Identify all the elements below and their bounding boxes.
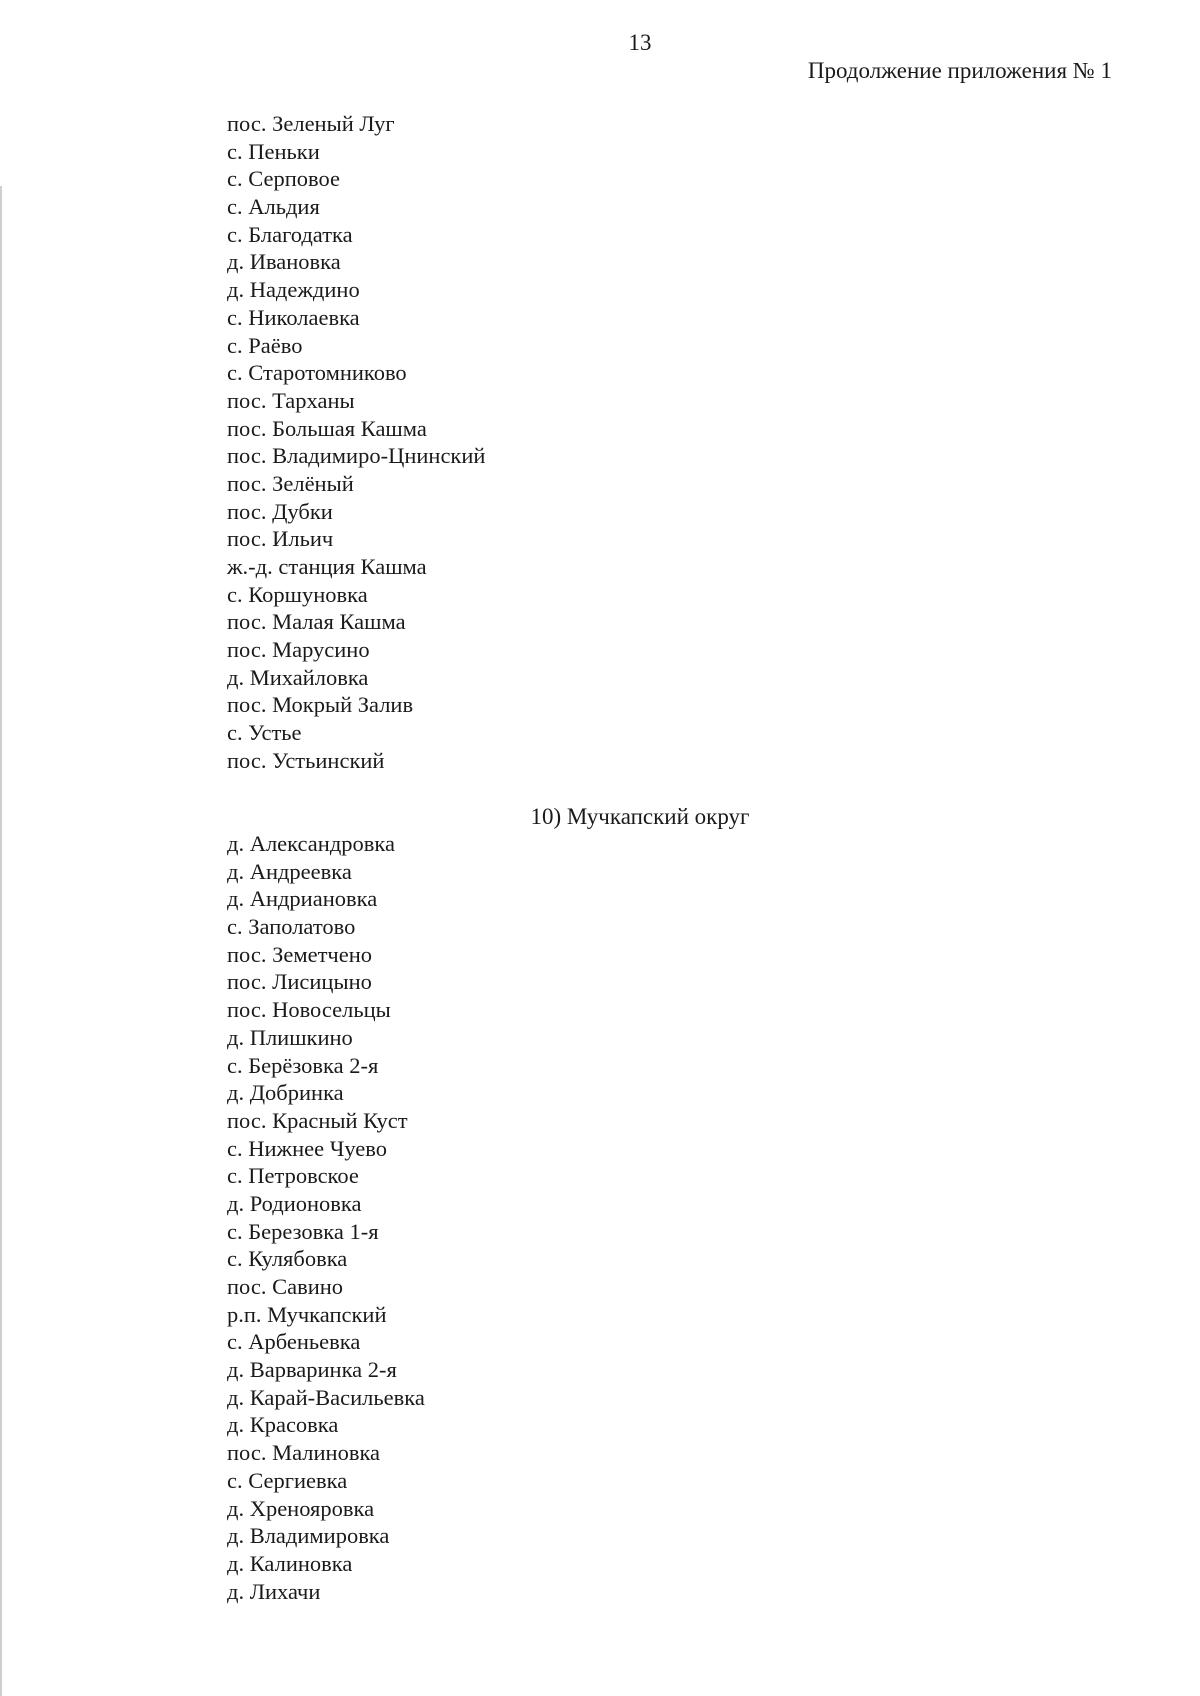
list-item: пос. Владимиро-Цнинский [227, 443, 486, 469]
list-item: ж.-д. станция Кашма [227, 554, 427, 579]
list-item: с. Устье [227, 720, 302, 746]
list-item: пос. Дубки [227, 498, 333, 524]
list-item: д. Калиновка [227, 1550, 353, 1576]
list-item: д. Хренояровка [227, 1495, 375, 1521]
list-item: с. Нижнее Чуево [227, 1135, 387, 1161]
list-item: д. Владимировка [227, 1523, 390, 1549]
list-item: д. Карай-Васильевка [227, 1384, 425, 1410]
list-item: пос. Мокрый Залив [227, 692, 414, 718]
list-item: с. Кулябовка [227, 1246, 348, 1272]
list-item: д. Плишкино [227, 1024, 353, 1050]
list-item: с. Сергиевка [227, 1467, 348, 1493]
list-item: пос. Ильич [227, 526, 334, 552]
list-item: с. Серповое [227, 166, 341, 192]
list-item: д. Лихачи [227, 1578, 321, 1604]
list-item: д. Михайловка [227, 664, 369, 690]
list-item: с. Старотомниково [227, 360, 407, 386]
list-item: пос. Лисицыно [227, 969, 372, 995]
list-item: д. Родионовка [227, 1190, 362, 1216]
list-item: с. Пеньки [227, 138, 320, 164]
list-item: пос. Зеленый Луг [227, 111, 395, 136]
scan-edge-mark [0, 186, 2, 1696]
list-item: д. Красовка [227, 1412, 339, 1438]
list-item: с. Благодатка [227, 221, 353, 247]
list-item: с. Альдия [227, 194, 320, 220]
list-item: пос. Марусино [227, 637, 370, 663]
list-item: д. Андреевка [227, 858, 352, 884]
list-item: с. Петровское [227, 1163, 359, 1189]
list-item: д. Варваринка 2-я [227, 1357, 397, 1383]
list-item: с. Берёзовка 2-я [227, 1052, 379, 1078]
settlement-list-muchkap-district [227, 830, 425, 1605]
settlement-list-previous-district [227, 110, 485, 775]
list-item: с. Николаевка [227, 304, 360, 330]
list-item: пос. Большая Кашма [227, 415, 427, 441]
list-item: д. Александровка [227, 831, 395, 856]
list-item: пос. Тарханы [227, 387, 355, 413]
list-item: д. Андриановка [227, 886, 378, 912]
list-item: пос. Устьинский [227, 747, 385, 773]
list-item: д. Добринка [227, 1080, 344, 1106]
list-item: с. Арбеньевка [227, 1329, 361, 1355]
list-item: пос. Зелёный [227, 470, 354, 496]
list-item: д. Ивановка [227, 249, 341, 275]
list-item: пос. Малиновка [227, 1440, 381, 1466]
list-item: с. Березовка 1-я [227, 1218, 379, 1244]
list-item: пос. Малая Кашма [227, 609, 406, 635]
list-item: д. Надеждино [227, 277, 360, 303]
list-item: с. Заполатово [227, 914, 356, 940]
list-item: с. Раёво [227, 332, 303, 358]
page-number: 13 [628, 30, 652, 55]
list-item: пос. Савино [227, 1274, 344, 1299]
list-item: пос. Красный Куст [227, 1107, 408, 1133]
list-item: пос. Земетчено [227, 941, 372, 967]
list-item: с. Коршуновка [227, 581, 368, 607]
list-item: р.п. Мучкапский [227, 1301, 387, 1327]
appendix-continuation-note: Продолжение приложения № 1 [807, 58, 1112, 83]
section-heading-muchkap-district: 10) Мучкапский округ [530, 804, 750, 829]
list-item: пос. Новосельцы [227, 997, 391, 1023]
